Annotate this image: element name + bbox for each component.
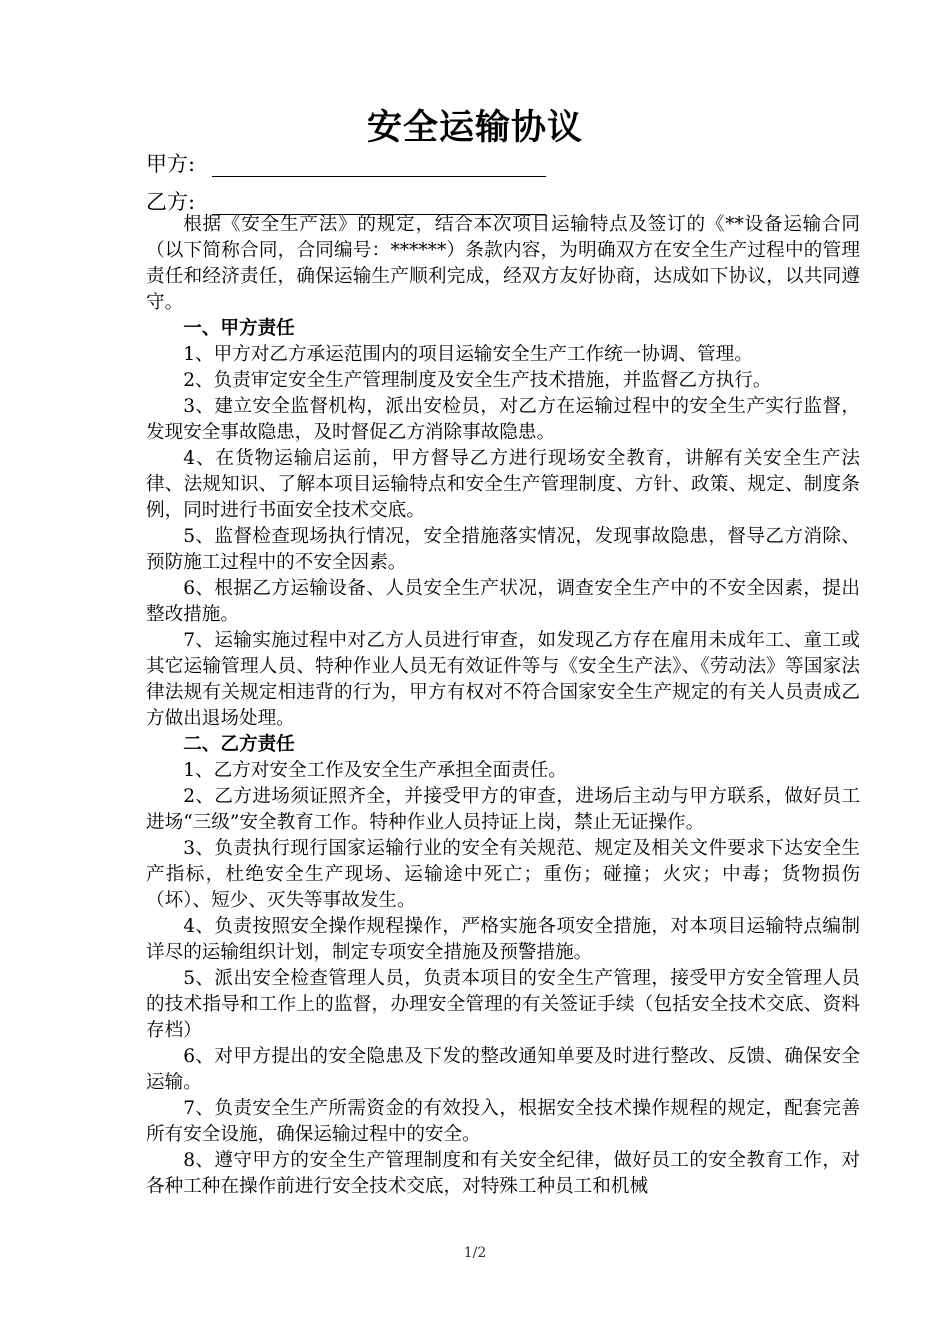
- party-b-clause: 3、负责执行现行国家运输行业的安全有关规范、规定及相关文件要求下达安全生产指标，杜绝安全生产现场、运输途中死亡；重伤；碰撞；火灾；中毒；货物损伤（坏）、短少、灭失等事故发生。: [146, 838, 860, 911]
- party-a-label: 甲方:: [146, 152, 196, 176]
- party-b-label: 乙方:: [146, 190, 196, 214]
- intro-paragraph: 根据《安全生产法》的规定，结合本次项目运输特点及签订的《**设备运输合同（以下简称合同，合同编号：******）条款内容，为明确双方在安全生产过程中的管理责任和经济责任，确保运输生产顺利完成，经双方友好协商，达成如下协议，以共同遵守。: [146, 214, 860, 313]
- party-b-clause: 4、负责按照安全操作规程操作，严格实施各项安全措施，对本项目运输特点编制详尽的运输组织计划，制定专项安全措施及预警措施。: [146, 916, 860, 963]
- section-heading-party-b: 二、乙方责任: [183, 734, 295, 755]
- party-a-blank-line: [212, 176, 546, 177]
- party-b-clause: 1、乙方对安全工作及安全生产承担全面责任。: [183, 760, 567, 781]
- party-b-clause: 2、乙方进场须证照齐全，并接受甲方的审查，进场后主动与甲方联系，做好员工进场“三级”安全教育工作。特种作业人员持证上岗，禁止无证操作。: [146, 786, 860, 833]
- party-b-clause: 8、遵守甲方的安全生产管理制度和有关安全纪律，做好员工的安全教育工作，对各种工种在操作前进行安全技术交底，对特殊工种员工和机械: [146, 1150, 860, 1197]
- document-title: 安全运输协议: [366, 107, 583, 148]
- party-b-clause: 7、负责安全生产所需资金的有效投入，根据安全技术操作规程的规定，配套完善所有安全设施，确保运输过程中的安全。: [146, 1098, 860, 1145]
- party-a-clause: 3、建立安全监督机构，派出安检员，对乙方在运输过程中的安全生产实行监督，发现安全事故隐患，及时督促乙方消除事故隐患。: [146, 396, 860, 443]
- party-a-clause: 4、在货物运输启运前，甲方督导乙方进行现场安全教育，讲解有关安全生产法律、法规知识、了解本项目运输特点和安全生产管理制度、方针、政策、规定、制度条例，同时进行书面安全技术交底。: [146, 448, 860, 521]
- party-b-clause: 5、派出安全检查管理人员，负责本项目的安全生产管理，接受甲方安全管理人员的技术指导和工作上的监督，办理安全管理的有关签证手续（包括安全技术交底、资料存档）: [146, 968, 860, 1041]
- document-body: [146, 212, 860, 1200]
- party-a-field: [146, 150, 195, 178]
- party-a-clause: 2、负责审定安全生产管理制度及安全生产技术措施，并监督乙方执行。: [183, 370, 772, 391]
- party-a-clause: 6、根据乙方运输设备、人员安全生产状况，调查安全生产中的不安全因素，提出整改措施。: [146, 578, 860, 625]
- party-a-clause: 5、监督检查现场执行情况，安全措施落实情况，发现事故隐患，督导乙方消除、预防施工过程中的不安全因素。: [146, 526, 860, 573]
- party-a-clause: 7、运输实施过程中对乙方人员进行审查，如发现乙方存在雇用未成年工、童工或其它运输管理人员、特种作业人员无有效证件等与《安全生产法》、《劳动法》等国家法律法规有关规定相违背的行为，甲方有权对不符合国家安全生产规定的有关人员责成乙方做出退场处理。: [146, 630, 860, 729]
- party-b-clause: 6、对甲方提出的安全隐患及下发的整改通知单要及时进行整改、反馈、确保安全运输。: [146, 1046, 860, 1093]
- page-number: 1/2: [463, 1245, 487, 1261]
- party-a-clause: 1、甲方对乙方承运范围内的项目运输安全生产工作统一协调、管理。: [183, 344, 753, 365]
- section-heading-party-a: 一、甲方责任: [183, 318, 295, 339]
